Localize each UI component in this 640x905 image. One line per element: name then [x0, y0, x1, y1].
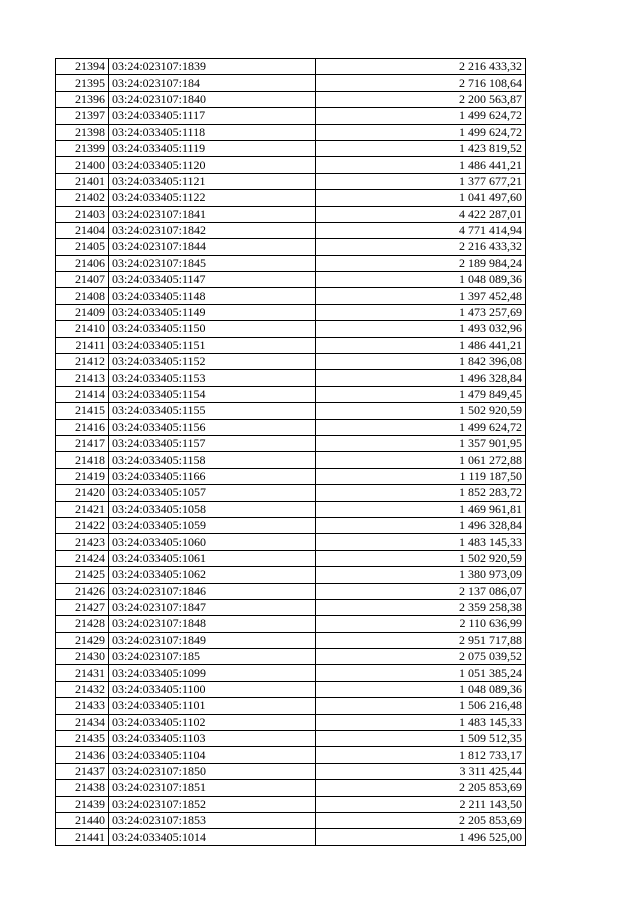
- table-row: [56, 173, 526, 189]
- cadastral-value-cell: 1 486 441,21: [316, 337, 526, 353]
- row-number-cell: 21428: [56, 616, 109, 632]
- cadastral-value-cell: 1 473 257,69: [316, 304, 526, 320]
- cadastral-number-cell: 03:24:023107:1845: [109, 255, 316, 271]
- table-row: [56, 435, 526, 451]
- table-row: [56, 731, 526, 747]
- row-number-cell: 21431: [56, 665, 109, 681]
- cadastral-number-cell: 03:24:023107:1849: [109, 632, 316, 648]
- cadastral-value-cell: 1 496 328,84: [316, 517, 526, 533]
- table-row: [56, 108, 526, 124]
- cadastral-value-cell: 1 499 624,72: [316, 108, 526, 124]
- row-number-cell: 21394: [56, 59, 109, 75]
- table-row: [56, 452, 526, 468]
- table-row: [56, 75, 526, 91]
- cadastral-number-cell: 03:24:033405:1104: [109, 747, 316, 763]
- table-row: [56, 763, 526, 779]
- row-number-cell: 21435: [56, 731, 109, 747]
- row-number-cell: 21418: [56, 452, 109, 468]
- cadastral-value-table: [55, 58, 526, 846]
- cadastral-value-cell: 4 771 414,94: [316, 222, 526, 238]
- cadastral-number-cell: 03:24:033405:1153: [109, 370, 316, 386]
- cadastral-number-cell: 03:24:033405:1062: [109, 567, 316, 583]
- cadastral-number-cell: 03:24:033405:1149: [109, 304, 316, 320]
- cadastral-number-cell: 03:24:033405:1121: [109, 173, 316, 189]
- cadastral-value-cell: 1 502 920,59: [316, 550, 526, 566]
- cadastral-value-cell: 4 422 287,01: [316, 206, 526, 222]
- cadastral-value-cell: 2 189 984,24: [316, 255, 526, 271]
- cadastral-number-cell: 03:24:033405:1120: [109, 157, 316, 173]
- row-number-cell: 21436: [56, 747, 109, 763]
- cadastral-value-cell: 1 119 187,50: [316, 468, 526, 484]
- cadastral-number-cell: 03:24:033405:1060: [109, 534, 316, 550]
- cadastral-value-cell: 1 380 973,09: [316, 567, 526, 583]
- cadastral-number-cell: 03:24:033405:1157: [109, 435, 316, 451]
- table-body: [56, 59, 526, 846]
- row-number-cell: 21425: [56, 567, 109, 583]
- table-row: [56, 337, 526, 353]
- cadastral-value-cell: 1 483 145,33: [316, 534, 526, 550]
- row-number-cell: 21396: [56, 91, 109, 107]
- row-number-cell: 21412: [56, 354, 109, 370]
- cadastral-value-cell: 1 479 849,45: [316, 386, 526, 402]
- table-row: [56, 649, 526, 665]
- cadastral-number-cell: 03:24:033405:1057: [109, 485, 316, 501]
- row-number-cell: 21437: [56, 763, 109, 779]
- cadastral-number-cell: 03:24:023107:184: [109, 75, 316, 91]
- table-row: [56, 796, 526, 812]
- row-number-cell: 21410: [56, 321, 109, 337]
- table-row: [56, 157, 526, 173]
- table-row: [56, 665, 526, 681]
- cadastral-value-cell: 1 061 272,88: [316, 452, 526, 468]
- row-number-cell: 21432: [56, 681, 109, 697]
- cadastral-number-cell: 03:24:033405:1058: [109, 501, 316, 517]
- cadastral-number-cell: 03:24:033405:1102: [109, 714, 316, 730]
- table-row: [56, 780, 526, 796]
- row-number-cell: 21400: [56, 157, 109, 173]
- cadastral-number-cell: 03:24:023107:1842: [109, 222, 316, 238]
- table-row: [56, 567, 526, 583]
- cadastral-number-cell: 03:24:033405:1118: [109, 124, 316, 140]
- table-row: [56, 239, 526, 255]
- cadastral-value-cell: 1 493 032,96: [316, 321, 526, 337]
- cadastral-number-cell: 03:24:033405:1059: [109, 517, 316, 533]
- cadastral-number-cell: 03:24:033405:1152: [109, 354, 316, 370]
- cadastral-number-cell: 03:24:023107:1840: [109, 91, 316, 107]
- cadastral-value-cell: 2 075 039,52: [316, 649, 526, 665]
- row-number-cell: 21429: [56, 632, 109, 648]
- cadastral-number-cell: 03:24:033405:1155: [109, 403, 316, 419]
- cadastral-value-cell: 1 842 396,08: [316, 354, 526, 370]
- row-number-cell: 21421: [56, 501, 109, 517]
- cadastral-number-cell: 03:24:023107:1847: [109, 599, 316, 615]
- cadastral-value-cell: 2 216 433,32: [316, 59, 526, 75]
- cadastral-value-cell: 1 048 089,36: [316, 681, 526, 697]
- cadastral-value-cell: 1 397 452,48: [316, 288, 526, 304]
- cadastral-value-cell: 2 205 853,69: [316, 780, 526, 796]
- cadastral-number-cell: 03:24:023107:1850: [109, 763, 316, 779]
- table-row: [56, 534, 526, 550]
- table-row: [56, 370, 526, 386]
- table-row: [56, 206, 526, 222]
- table-row: [56, 583, 526, 599]
- cadastral-number-cell: 03:24:033405:1166: [109, 468, 316, 484]
- cadastral-value-cell: 2 211 143,50: [316, 796, 526, 812]
- table-row: [56, 468, 526, 484]
- table-row: [56, 403, 526, 419]
- row-number-cell: 21416: [56, 419, 109, 435]
- cadastral-value-cell: 2 951 717,88: [316, 632, 526, 648]
- cadastral-value-cell: 1 499 624,72: [316, 419, 526, 435]
- cadastral-number-cell: 03:24:033405:1100: [109, 681, 316, 697]
- table-row: [56, 485, 526, 501]
- table-row: [56, 354, 526, 370]
- row-number-cell: 21401: [56, 173, 109, 189]
- row-number-cell: 21414: [56, 386, 109, 402]
- row-number-cell: 21405: [56, 239, 109, 255]
- cadastral-number-cell: 03:24:033405:1061: [109, 550, 316, 566]
- table-row: [56, 616, 526, 632]
- cadastral-value-cell: 1 502 920,59: [316, 403, 526, 419]
- row-number-cell: 21433: [56, 698, 109, 714]
- table-row: [56, 222, 526, 238]
- row-number-cell: 21427: [56, 599, 109, 615]
- row-number-cell: 21395: [56, 75, 109, 91]
- row-number-cell: 21423: [56, 534, 109, 550]
- row-number-cell: 21407: [56, 272, 109, 288]
- cadastral-value-cell: 1 496 328,84: [316, 370, 526, 386]
- table-row: [56, 124, 526, 140]
- table-row: [56, 681, 526, 697]
- cadastral-value-cell: 2 216 433,32: [316, 239, 526, 255]
- table-row: [56, 419, 526, 435]
- row-number-cell: 21404: [56, 222, 109, 238]
- cadastral-value-cell: 1 852 283,72: [316, 485, 526, 501]
- table-row: [56, 288, 526, 304]
- row-number-cell: 21424: [56, 550, 109, 566]
- cadastral-value-cell: 2 200 563,87: [316, 91, 526, 107]
- table-row: [56, 190, 526, 206]
- cadastral-value-cell: 1 483 145,33: [316, 714, 526, 730]
- cadastral-number-cell: 03:24:033405:1147: [109, 272, 316, 288]
- table-row: [56, 255, 526, 271]
- cadastral-number-cell: 03:24:033405:1101: [109, 698, 316, 714]
- table-row: [56, 632, 526, 648]
- cadastral-value-cell: 1 051 385,24: [316, 665, 526, 681]
- cadastral-value-cell: 1 377 677,21: [316, 173, 526, 189]
- table-row: [56, 829, 526, 845]
- cadastral-value-cell: 1 509 512,35: [316, 731, 526, 747]
- table-row: [56, 550, 526, 566]
- cadastral-number-cell: 03:24:033405:1117: [109, 108, 316, 124]
- row-number-cell: 21438: [56, 780, 109, 796]
- row-number-cell: 21434: [56, 714, 109, 730]
- row-number-cell: 21430: [56, 649, 109, 665]
- row-number-cell: 21413: [56, 370, 109, 386]
- cadastral-number-cell: 03:24:023107:1841: [109, 206, 316, 222]
- cadastral-value-cell: 1 499 624,72: [316, 124, 526, 140]
- cadastral-number-cell: 03:24:033405:1154: [109, 386, 316, 402]
- table-row: [56, 386, 526, 402]
- row-number-cell: 21408: [56, 288, 109, 304]
- row-number-cell: 21415: [56, 403, 109, 419]
- row-number-cell: 21440: [56, 812, 109, 828]
- cadastral-value-cell: 1 506 216,48: [316, 698, 526, 714]
- table-row: [56, 304, 526, 320]
- table-row: [56, 714, 526, 730]
- cadastral-value-cell: 1 496 525,00: [316, 829, 526, 845]
- cadastral-value-cell: 2 137 086,07: [316, 583, 526, 599]
- row-number-cell: 21398: [56, 124, 109, 140]
- cadastral-number-cell: 03:24:023107:1851: [109, 780, 316, 796]
- table-row: [56, 140, 526, 156]
- row-number-cell: 21406: [56, 255, 109, 271]
- cadastral-number-cell: 03:24:033405:1156: [109, 419, 316, 435]
- row-number-cell: 21402: [56, 190, 109, 206]
- table-row: [56, 599, 526, 615]
- row-number-cell: 21399: [56, 140, 109, 156]
- cadastral-value-cell: 1 486 441,21: [316, 157, 526, 173]
- cadastral-number-cell: 03:24:033405:1122: [109, 190, 316, 206]
- row-number-cell: 21426: [56, 583, 109, 599]
- cadastral-value-cell: 2 716 108,64: [316, 75, 526, 91]
- cadastral-number-cell: 03:24:023107:1853: [109, 812, 316, 828]
- cadastral-value-cell: 2 205 853,69: [316, 812, 526, 828]
- cadastral-number-cell: 03:24:023107:1844: [109, 239, 316, 255]
- cadastral-number-cell: 03:24:023107:1848: [109, 616, 316, 632]
- cadastral-number-cell: 03:24:023107:185: [109, 649, 316, 665]
- cadastral-value-cell: 1 812 733,17: [316, 747, 526, 763]
- cadastral-number-cell: 03:24:033405:1150: [109, 321, 316, 337]
- cadastral-number-cell: 03:24:033405:1158: [109, 452, 316, 468]
- table-row: [56, 321, 526, 337]
- table-row: [56, 747, 526, 763]
- cadastral-value-cell: 1 469 961,81: [316, 501, 526, 517]
- row-number-cell: 21439: [56, 796, 109, 812]
- cadastral-number-cell: 03:24:023107:1846: [109, 583, 316, 599]
- row-number-cell: 21420: [56, 485, 109, 501]
- cadastral-number-cell: 03:24:023107:1852: [109, 796, 316, 812]
- row-number-cell: 21403: [56, 206, 109, 222]
- table-row: [56, 272, 526, 288]
- table-row: [56, 91, 526, 107]
- cadastral-number-cell: 03:24:033405:1151: [109, 337, 316, 353]
- cadastral-number-cell: 03:24:033405:1099: [109, 665, 316, 681]
- row-number-cell: 21422: [56, 517, 109, 533]
- cadastral-value-cell: 1 423 819,52: [316, 140, 526, 156]
- row-number-cell: 21441: [56, 829, 109, 845]
- cadastral-value-cell: 1 041 497,60: [316, 190, 526, 206]
- cadastral-number-cell: 03:24:033405:1148: [109, 288, 316, 304]
- cadastral-number-cell: 03:24:033405:1103: [109, 731, 316, 747]
- table-row: [56, 517, 526, 533]
- cadastral-number-cell: 03:24:033405:1119: [109, 140, 316, 156]
- table-row: [56, 501, 526, 517]
- row-number-cell: 21419: [56, 468, 109, 484]
- table-row: [56, 698, 526, 714]
- table-row: [56, 59, 526, 75]
- cadastral-value-cell: 2 359 258,38: [316, 599, 526, 615]
- row-number-cell: 21409: [56, 304, 109, 320]
- cadastral-value-cell: 2 110 636,99: [316, 616, 526, 632]
- row-number-cell: 21411: [56, 337, 109, 353]
- cadastral-value-cell: 1 357 901,95: [316, 435, 526, 451]
- table-row: [56, 812, 526, 828]
- cadastral-value-cell: 3 311 425,44: [316, 763, 526, 779]
- row-number-cell: 21397: [56, 108, 109, 124]
- cadastral-number-cell: 03:24:033405:1014: [109, 829, 316, 845]
- cadastral-number-cell: 03:24:023107:1839: [109, 59, 316, 75]
- cadastral-value-cell: 1 048 089,36: [316, 272, 526, 288]
- row-number-cell: 21417: [56, 435, 109, 451]
